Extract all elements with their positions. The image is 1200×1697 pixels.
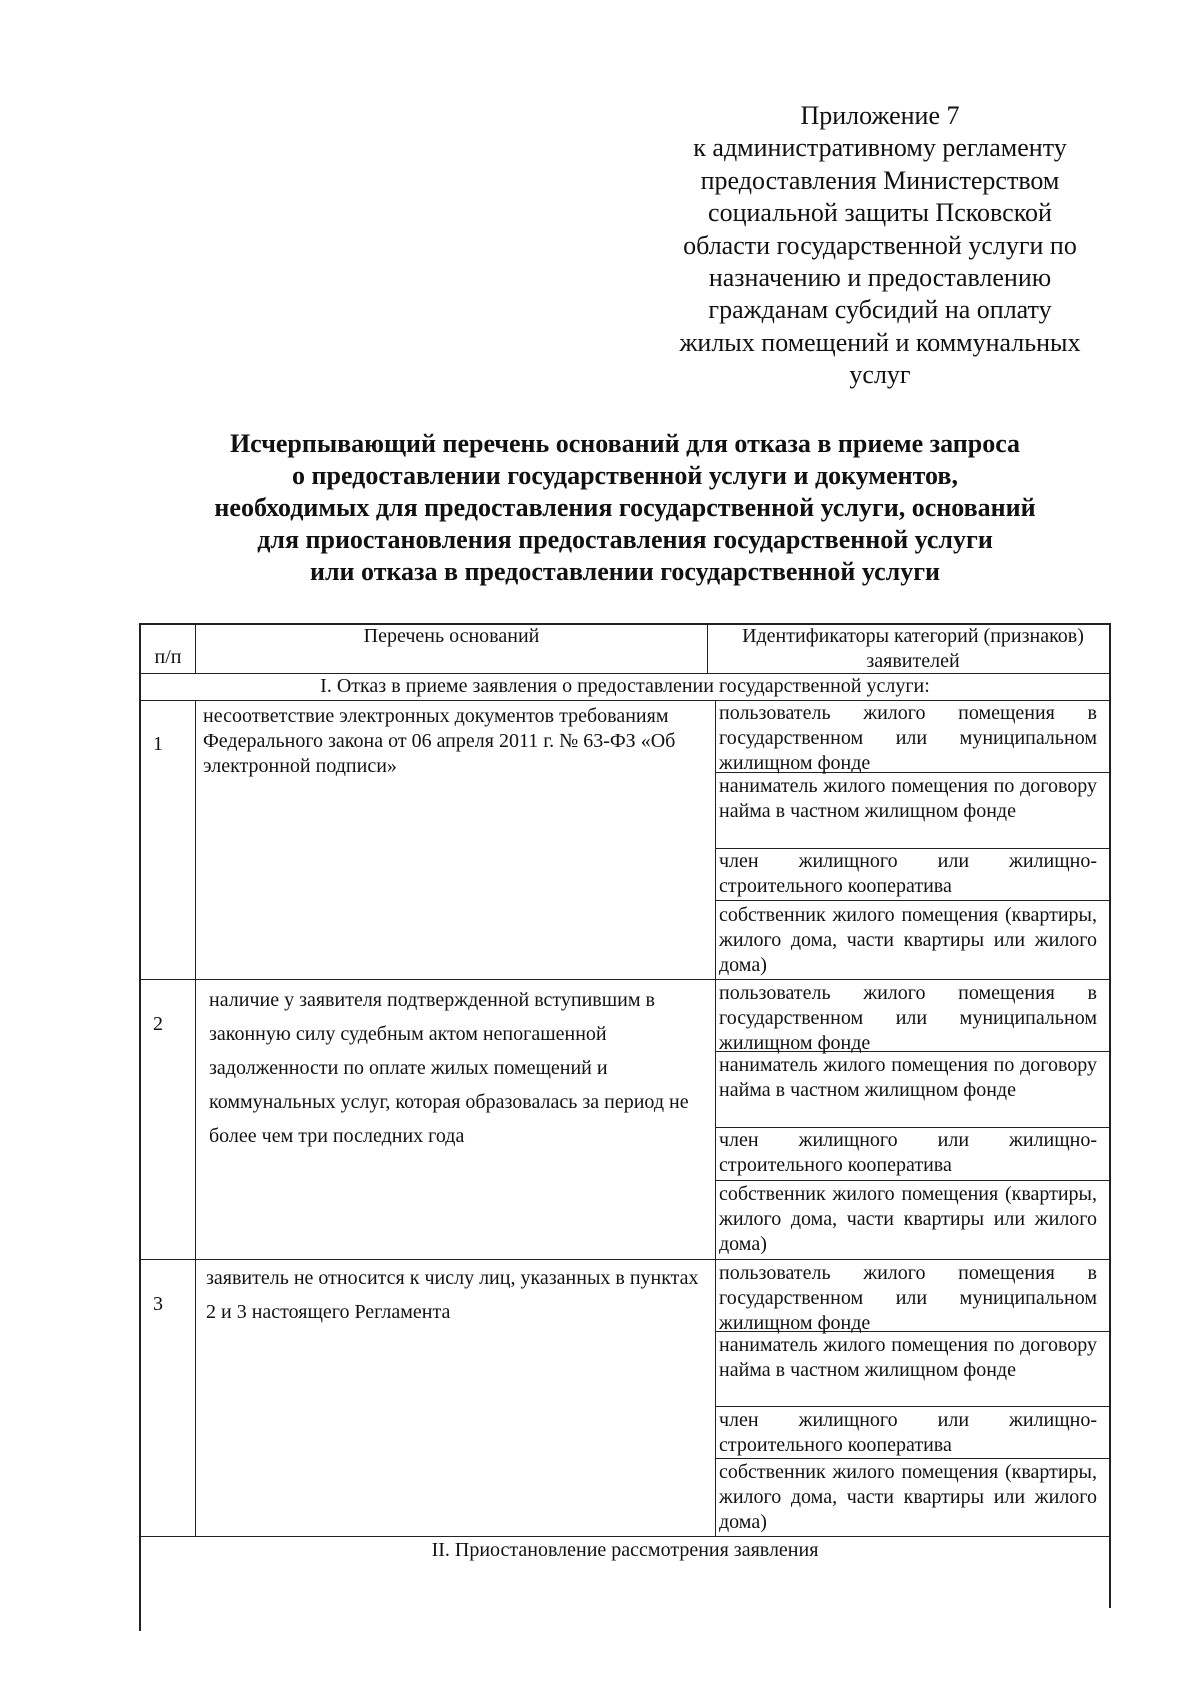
row-divider xyxy=(139,979,1111,980)
appendix-line: жилых помещений и коммунальных xyxy=(679,327,1081,357)
row-number: 3 xyxy=(153,1293,163,1315)
applicant-category: наниматель жилого помещения по договору найма в частном жилищном фонде xyxy=(719,1334,1097,1381)
appendix-line: к административному регламенту xyxy=(693,133,1067,163)
title-line: необходимых для предоставления государственной услуги, оснований xyxy=(214,493,1036,522)
title-line: или отказа в предоставлении государственной услуги xyxy=(309,557,941,586)
category-divider xyxy=(715,1406,1111,1407)
section-title: I. Отказ в приеме заявления о предоставлении государственной услуги: xyxy=(320,675,930,697)
column-divider xyxy=(707,623,708,673)
applicant-category: собственник жилого помещения (квартиры, жилого дома, части квартиры или жилого дома) xyxy=(719,1461,1097,1533)
column-divider xyxy=(715,700,716,1536)
appendix-line: предоставления Министерством xyxy=(700,165,1060,195)
column-divider xyxy=(195,700,196,1536)
applicant-category: наниматель жилого помещения по договору найма в частном жилищном фонде xyxy=(719,775,1097,822)
applicant-category: член жилищного или жилищно-строительного кооператива xyxy=(719,850,1097,897)
category-divider xyxy=(715,1458,1111,1459)
appendix-line: гражданам субсидий на оплату xyxy=(708,295,1052,325)
table-border-right xyxy=(1109,623,1111,1608)
row-divider xyxy=(139,1536,1111,1537)
appendix-line: назначению и предоставлению xyxy=(708,263,1052,293)
applicant-category: собственник жилого помещения (квартиры, жилого дома, части квартиры или жилого дома) xyxy=(719,904,1097,976)
applicant-category: член жилищного или жилищно-строительного кооператива xyxy=(719,1409,1097,1456)
reason-text: заявитель не относится к числу лиц, указанных в пунктах 2 и 3 настоящего Регламента xyxy=(206,1267,699,1323)
document-title xyxy=(150,428,1100,588)
header-reasons: Перечень оснований xyxy=(363,625,540,647)
applicant-category: наниматель жилого помещения по договору найма в частном жилищном фонде xyxy=(719,1054,1097,1101)
appendix-header xyxy=(650,100,1110,392)
category-divider xyxy=(715,900,1111,901)
appendix-line: Приложение 7 xyxy=(800,101,960,130)
applicant-category: собственник жилого помещения (квартиры, жилого дома, части квартиры или жилого дома) xyxy=(719,1183,1097,1255)
appendix-line: услуг xyxy=(849,360,911,390)
applicant-category: пользователь жилого помещения в государственном или муниципальном жилищном фонде xyxy=(719,702,1097,774)
title-line: для приостановления предоставления государственной услуги xyxy=(257,525,993,554)
appendix-line: области государственной услуги по xyxy=(683,230,1077,260)
row-divider xyxy=(139,1259,1111,1260)
header-num: п/п xyxy=(154,646,182,668)
row-number: 1 xyxy=(153,733,163,755)
table-border-left xyxy=(139,623,141,1631)
reason-text: несоответствие электронных документов требованиям Федерального закона от 06 апреля 2011 г. № 63-ФЗ «Об электронной подписи» xyxy=(203,705,676,777)
header-categories: Идентификаторы категорий (признаков) заявителей xyxy=(742,625,1084,672)
section-title: II. Приостановление рассмотрения заявления xyxy=(431,1539,819,1561)
title-line: Исчерпывающий перечень оснований для отказа в приеме запроса xyxy=(229,429,1021,458)
appendix-line: социальной защиты Псковской xyxy=(708,198,1052,228)
applicant-category: пользователь жилого помещения в государственном или муниципальном жилищном фонде xyxy=(719,1262,1097,1334)
category-divider xyxy=(715,1180,1111,1181)
title-line: о предоставлении государственной услуги и документов, xyxy=(292,461,958,490)
applicant-category: пользователь жилого помещения в государственном или муниципальном жилищном фонде xyxy=(719,982,1097,1054)
row-number: 2 xyxy=(153,1013,163,1035)
applicant-category: член жилищного или жилищно-строительного кооператива xyxy=(719,1129,1097,1176)
reason-text: наличие у заявителя подтвержденной вступившим в законную силу судебным актом непогашенной задолженности по оплате жилых помещений и коммунальных услуг, которая образовалась за период не более чем три последних года xyxy=(209,989,689,1147)
